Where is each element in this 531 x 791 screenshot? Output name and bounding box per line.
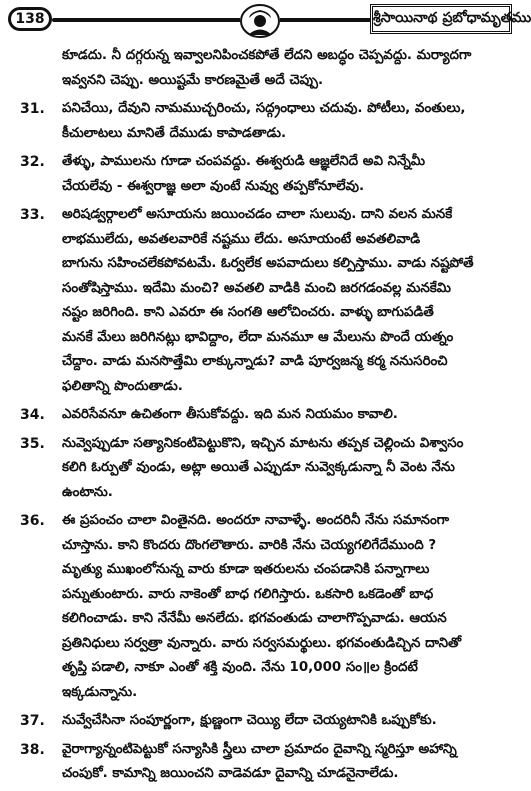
- paragraph-number: 34.: [20, 407, 45, 423]
- paragraph-number: 36.: [20, 513, 45, 529]
- numbered-paragraph: [0, 97, 520, 146]
- text-line: నువ్వేచేసినా సంపూర్ణంగా, క్షుణ్ణంగా చెయ్యి లేదా చెయ్యటానికి ఒప్పుకోకు.: [62, 713, 437, 728]
- text-line: లాభములేదు, అవతలవారికే నష్టము లేదు. అసూయంటే అవతలివాడి: [62, 231, 421, 247]
- paragraph-number: 33.: [20, 207, 45, 223]
- text-line: వైరాగ్యాన్నంటిపెట్టుకో సన్యాసికి స్త్రీలు చాలా ప్రమాదం దైవాన్ని స్మరిస్తూ అహాన్ని: [62, 741, 457, 757]
- text-line: కలిగించాడు. కాని నేనేమీ అనలేదు. భగవంతుడు చాలాగొప్పవాడు. ఆయన: [62, 611, 447, 626]
- text-line: నువ్వెప్పుడూ సత్యానికంటిపెట్టుకొని, ఇచ్చిన మాటను తప్పక చెల్లించు విశ్వాసం: [62, 435, 464, 451]
- numbered-paragraph: [0, 738, 520, 787]
- text-line: నష్టం జరిగింది. కాని ఎవరూ ఈ సంగతి ఆలోచించరు. వాళ్ళు బాగుపడితే: [62, 305, 434, 320]
- text-line: ప్రతినిధులు సర్వత్రా వున్నారు. వారు సర్వసమర్థులు. భగవంతుడిచ్చిన దానితో: [62, 635, 462, 651]
- text-line: మనకే మేలు జరిగినట్లు భావిద్దాం, లేదా మనమూ ఆ మేలును పొందే యత్నం: [62, 329, 454, 345]
- text-line: పనిచేయి, దేవుని నామముచ్చరించు, సద్గ్రంధాలు చదువు. పోటీలు, వంతులు,: [62, 101, 466, 116]
- text-line: పన్నుతుంటారు. వారు నాకెంతో బాధ గలిగిస్తారు. ఒకసారి ఒకడెంతో బాధ: [62, 586, 434, 602]
- text-line: చంపుకో. కామాన్ని జయించని వాడెవడూ దైవాన్ని చూడనైనాలేడు.: [62, 766, 399, 781]
- text-line: తేళ్ళు, పాములను గూడా చంపవద్దు. ఈశ్వరుడి ఆజ్ఞలేనిదే అవి నిన్నేమీ: [62, 154, 426, 169]
- text-line: ఇక్కడున్నాను.: [62, 684, 138, 700]
- sai-baba-portrait-icon: [240, 4, 280, 38]
- numbered-paragraph: [0, 203, 520, 399]
- text-line: తృప్తి పడాలి, నాకూ ఎంతో శక్తి వుంది. నేను 10,000 సం॥ల క్రిందటే: [62, 660, 418, 675]
- book-title: శ్రీసాయినాథ ప్రబోధామృతము: [370, 4, 512, 34]
- numbered-paragraph: [0, 432, 520, 506]
- text-line: ఈ ప్రపంచం చాలా వింతైనది. అందరూ నావాళ్ళే. అందరినీ నేను సమానంగా: [62, 513, 450, 528]
- paragraph-number: 38.: [20, 741, 45, 758]
- text-line: ఫలితాన్ని పొందుతాడు.: [62, 378, 183, 394]
- numbered-paragraph: [0, 403, 520, 428]
- numbered-paragraph: [0, 709, 520, 734]
- page-header: [8, 4, 531, 38]
- text-line: చేయలేవు - ఈశ్వరాజ్ఞ అలా వుంటే నువ్వు తప్పకోనూలేవు.: [62, 178, 365, 194]
- paragraph-number: 37.: [20, 713, 45, 729]
- header-rule: [52, 18, 374, 22]
- text-line: సంతోషిస్తాము. ఇదేమి మంచి? అవతలి వాడికి మంచి జరగడంవల్ల మనకేమి: [62, 280, 451, 296]
- paragraph-number: 32.: [20, 154, 45, 170]
- text-line: బాగును సహించలేకపోవటమే. ఓర్వలేక అపవాదులు కల్పిస్తాము. వాడు నష్టపోతే: [62, 256, 474, 271]
- page-number: 138: [8, 7, 52, 31]
- text-line: కీచులాటలు మానితే దేముడు కాపాడతాడు.: [62, 125, 287, 141]
- text-line: ఎవరిసేవనూ ఉచితంగా తీసుకోవద్దు. ఇది మన నియమం కావాలి.: [62, 407, 398, 422]
- numbered-paragraph: [0, 150, 520, 199]
- text-line: మృత్యు ముఖంలోనున్న వారు కూడా ఇతరులను చంపడానికి పన్నాగాలు: [62, 562, 430, 577]
- text-line: అరిషడ్వర్గాలలో అసూయను జయించడం చాలా సులువు. దాని వలన మనకే: [62, 207, 453, 222]
- text-line: చూస్తాను. కాని కొందరు దొంగలౌతారు. వారికి నేను చెయ్యగలిగేదేముంది ?: [62, 537, 437, 553]
- numbered-paragraph: [0, 44, 520, 93]
- page-content: [0, 44, 520, 791]
- text-line: చేద్దాం. వాడు మనసొత్తేమి లాక్కున్నాడు? వాడి పూర్వజన్మ కర్మ ననుసరించి: [62, 354, 448, 369]
- text-line: కూడదు. నీ దగ్గరున్న ఇవ్వాలనిపించకపోతే లేదని అబద్ధం చెప్పవద్దు. మర్యాదగా: [62, 48, 472, 63]
- text-line: కలిగి ఓర్పుతో వుండు, అట్లా అయితే ఎప్పుడూ నువ్వెక్కడున్నా నీ వెంట నేను: [62, 460, 455, 475]
- text-line: ఇవ్వనని చెప్పు. అయిష్టమే కారణమైతే అదే చెప్పు.: [62, 72, 324, 88]
- numbered-paragraph: [0, 509, 520, 705]
- text-line: ఉంటాను.: [62, 484, 113, 500]
- paragraph-number: 31.: [20, 101, 45, 117]
- paragraph-number: 35.: [20, 435, 45, 452]
